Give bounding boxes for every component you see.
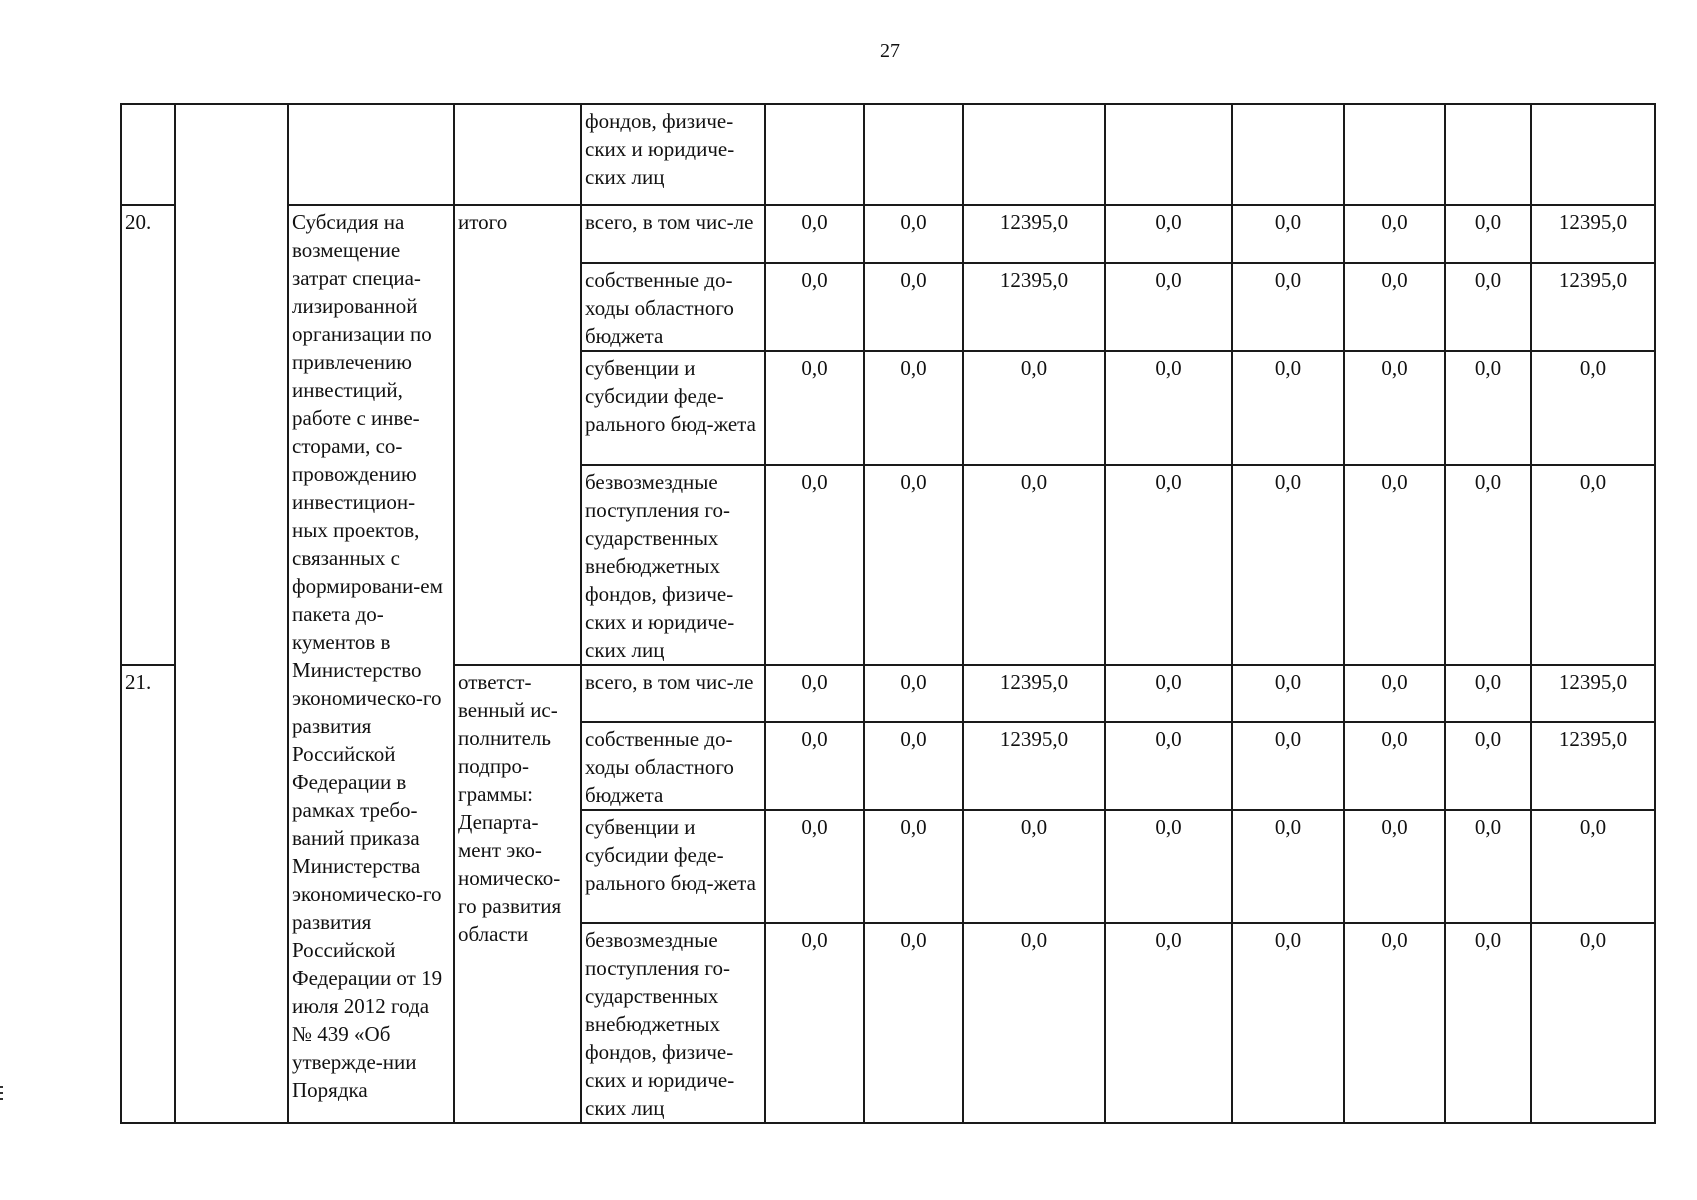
value-cell: 12395,0 (1531, 722, 1655, 810)
value-cell (864, 104, 963, 205)
value-cell: 0,0 (765, 351, 864, 465)
value-cell: 0,0 (864, 665, 963, 722)
value-cell: 12395,0 (1531, 205, 1655, 263)
scan-margin-mark (0, 1086, 3, 1088)
value-cell: 0,0 (1232, 205, 1344, 263)
source-cell: фондов, физиче-ских и юридиче-ских лиц (581, 104, 765, 205)
value-cell: 0,0 (1445, 810, 1531, 923)
value-cell: 0,0 (1344, 351, 1445, 465)
executor-cell: ответст-венный ис-полнитель подпро-граммы: Департа-мент эко-номическо-го развития области (454, 665, 581, 1123)
source-cell: безвозмездные поступления го-сударственных внебюджетных фондов, физиче-ских и юридиче-ских лиц (581, 923, 765, 1123)
value-cell (765, 104, 864, 205)
value-cell: 0,0 (1232, 263, 1344, 351)
source-cell: безвозмездные поступления го-сударственных внебюджетных фондов, физиче-ских и юридиче-ских лиц (581, 465, 765, 665)
number-cell (121, 104, 175, 205)
value-cell: 0,0 (963, 923, 1105, 1123)
value-cell: 0,0 (765, 665, 864, 722)
value-cell: 12395,0 (963, 722, 1105, 810)
budget-table (120, 103, 1656, 1124)
value-cell: 12395,0 (963, 205, 1105, 263)
value-cell: 0,0 (1105, 351, 1232, 465)
value-cell: 0,0 (1105, 263, 1232, 351)
value-cell: 0,0 (1531, 923, 1655, 1123)
value-cell: 0,0 (963, 810, 1105, 923)
value-cell: 0,0 (1232, 665, 1344, 722)
value-cell: 0,0 (1445, 665, 1531, 722)
source-cell: всего, в том чис-ле (581, 205, 765, 263)
source-cell: собственные до-ходы областного бюджета (581, 263, 765, 351)
value-cell: 0,0 (1344, 810, 1445, 923)
value-cell: 0,0 (765, 923, 864, 1123)
value-cell: 0,0 (1232, 810, 1344, 923)
value-cell: 0,0 (1232, 722, 1344, 810)
value-cell: 0,0 (1105, 810, 1232, 923)
value-cell: 0,0 (1445, 263, 1531, 351)
value-cell: 0,0 (1105, 205, 1232, 263)
value-cell: 0,0 (1445, 722, 1531, 810)
value-cell: 0,0 (1344, 923, 1445, 1123)
value-cell: 0,0 (864, 465, 963, 665)
scan-margin-mark (0, 1092, 3, 1094)
source-cell: субвенции и субсидии феде-рального бюд-жета (581, 810, 765, 923)
value-cell: 12395,0 (1531, 263, 1655, 351)
value-cell: 0,0 (1344, 205, 1445, 263)
value-cell (1344, 104, 1445, 205)
value-cell: 0,0 (1445, 923, 1531, 1123)
scan-margin-mark (0, 1098, 3, 1100)
description-cell: Субсидия на возмещение затрат специа-лизированной организации по привлечению инвестиций, работе с инве-сторами, со-провождению инвестицион-ных проектов, связанных с формировани-ем пакета до-кументов в Министерство экономическо-го развития Российской Федерации в рамках требо-ваний приказа Министерства экономическо-го развития Российской Федерации от 19 июля 2012 года № 439 «Об утвержде-нии Порядка (288, 205, 454, 1123)
value-cell: 0,0 (1344, 665, 1445, 722)
value-cell: 0,0 (1445, 465, 1531, 665)
page-number: 27 (880, 40, 900, 62)
value-cell: 0,0 (1105, 923, 1232, 1123)
value-cell: 0,0 (1344, 465, 1445, 665)
value-cell: 0,0 (765, 205, 864, 263)
value-cell: 0,0 (765, 722, 864, 810)
value-cell (1232, 104, 1344, 205)
value-cell: 0,0 (864, 205, 963, 263)
source-cell: субвенции и субсидии феде-рального бюд-жета (581, 351, 765, 465)
value-cell (1105, 104, 1232, 205)
value-cell (1531, 104, 1655, 205)
value-cell: 0,0 (765, 263, 864, 351)
value-cell: 0,0 (864, 351, 963, 465)
source-cell: собственные до-ходы областного бюджета (581, 722, 765, 810)
value-cell: 0,0 (864, 810, 963, 923)
table-row (121, 104, 1655, 205)
value-cell: 0,0 (1344, 263, 1445, 351)
value-cell: 0,0 (1105, 465, 1232, 665)
description-cell (288, 104, 454, 205)
value-cell: 0,0 (1531, 351, 1655, 465)
value-cell: 12395,0 (963, 263, 1105, 351)
row-number: 20. (121, 205, 175, 665)
value-cell: 0,0 (1445, 351, 1531, 465)
value-cell: 12395,0 (1531, 665, 1655, 722)
value-cell: 0,0 (1344, 722, 1445, 810)
value-cell: 0,0 (1105, 722, 1232, 810)
empty-column-cell (175, 104, 288, 1123)
executor-cell: итого (454, 205, 581, 665)
value-cell: 0,0 (1232, 351, 1344, 465)
value-cell: 0,0 (765, 465, 864, 665)
value-cell: 12395,0 (963, 665, 1105, 722)
value-cell (1445, 104, 1531, 205)
table-row (121, 205, 1655, 263)
value-cell: 0,0 (765, 810, 864, 923)
source-cell: всего, в том чис-ле (581, 665, 765, 722)
value-cell: 0,0 (1232, 465, 1344, 665)
value-cell: 0,0 (864, 923, 963, 1123)
value-cell: 0,0 (1232, 923, 1344, 1123)
value-cell: 0,0 (1445, 205, 1531, 263)
value-cell: 0,0 (1105, 665, 1232, 722)
value-cell: 0,0 (864, 263, 963, 351)
value-cell: 0,0 (864, 722, 963, 810)
executor-cell (454, 104, 581, 205)
value-cell: 0,0 (963, 351, 1105, 465)
value-cell (963, 104, 1105, 205)
row-number: 21. (121, 665, 175, 1123)
value-cell: 0,0 (1531, 465, 1655, 665)
value-cell: 0,0 (963, 465, 1105, 665)
value-cell: 0,0 (1531, 810, 1655, 923)
